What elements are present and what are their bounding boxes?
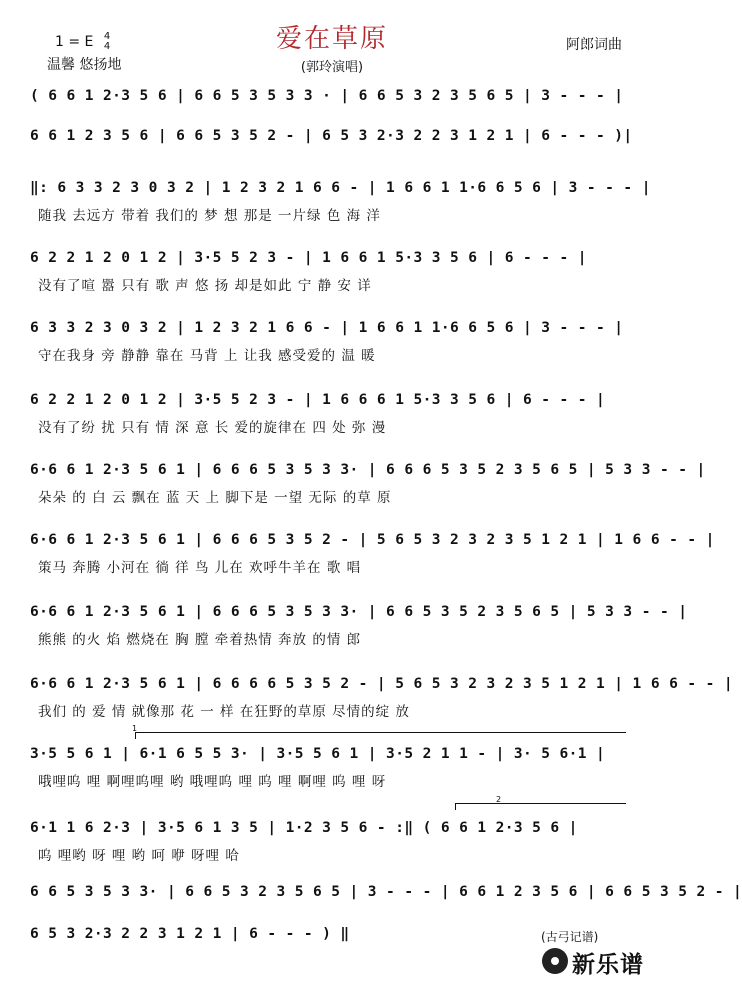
notation-line: 6 2 2 1 2 0 1 2 | 3·5 5 2 3 - | 1 6 6 1 5·3 3 5 6 | 6 - - - | — [30, 250, 587, 266]
lyric-line: 呜 哩哟 呀 哩 哟 呵 咿 呀哩 哈 — [38, 848, 240, 864]
notation-line: 6 2 2 1 2 0 1 2 | 3·5 5 2 3 - | 1 6 6 6 1 5·3 3 5 6 | 6 - - - | — [30, 392, 606, 408]
lyric-line: 熊熊 的火 焰 燃烧在 胸 膛 牵着热情 奔放 的情 郎 — [38, 632, 362, 648]
notation-line: ( 6 6 1 2·3 5 6 | 6 6 5 3 5 3 3 · | 6 6 5 3 2 3 5 6 5 | 3 - - - | — [30, 88, 624, 104]
lyric-line: 哦哩呜 哩 啊哩呜哩 哟 哦哩呜 哩 呜 哩 啊哩 呜 哩 呀 — [38, 774, 387, 790]
singer-credit: (郭玲演唱) — [300, 60, 364, 75]
score-row — [0, 320, 664, 390]
lyric-line: 守在我身 旁 静静 靠在 马背 上 让我 感受爱的 温 暖 — [38, 348, 376, 364]
notation-line: 6·1 1 6 2·3 | 3·5 6 1 3 5 | 1·2 3 5 6 - :‖ ( 6 6 1 2·3 5 6 | — [30, 820, 578, 836]
score-row — [0, 250, 664, 320]
lyric-line: 我们 的 爱 情 就像那 花 一 样 在狂野的草原 尽情的绽 放 — [38, 704, 410, 720]
score-row — [0, 820, 664, 890]
lyric-line: 没有了喧 嚣 只有 歌 声 悠 扬 却是如此 宁 静 安 详 — [38, 278, 372, 294]
time-top: 4 — [103, 31, 111, 42]
tempo-style: 温馨 悠扬地 — [47, 57, 122, 73]
composer-credit: 阿郎词曲 — [566, 37, 622, 53]
time-signature — [104, 32, 110, 52]
volta-bracket-2: 2 — [455, 803, 626, 810]
lyric-line: 没有了纷 扰 只有 情 深 意 长 爱的旋律在 四 处 弥 漫 — [38, 420, 387, 436]
key-label: 1 = E — [55, 34, 94, 50]
record-disc-icon — [542, 948, 568, 974]
transcriber-credit: (古弓记谱) — [541, 930, 599, 944]
score-row — [0, 392, 664, 462]
notation-line: 6 5 3 2·3 2 2 3 1 2 1 | 6 - - - ) ‖ — [30, 926, 350, 942]
notation-line: 6·6 6 1 2·3 5 6 1 | 6 6 6 5 3 5 2 - | 5 6 5 3 2 3 2 3 5 1 2 1 | 1 6 6 - - | — [30, 532, 715, 548]
volta-bracket-1: 1 — [135, 732, 626, 739]
lyric-line: 朵朵 的 白 云 飘在 蓝 天 上 脚下是 一望 无际 的草 原 — [38, 490, 392, 506]
key-signature — [55, 32, 110, 52]
notation-line: 6 3 3 2 3 0 3 2 | 1 2 3 2 1 6 6 - | 1 6 6 1 1·6 6 5 6 | 3 - - - | — [30, 320, 624, 336]
score-row — [0, 604, 688, 674]
notation-line: 6 6 5 3 5 3 3· | 6 6 5 3 2 3 5 6 5 | 3 - - - | 6 6 1 2 3 5 6 | 6 6 5 3 5 2 - | — [30, 884, 742, 900]
score-row — [0, 462, 706, 532]
lyric-line: 随我 去远方 带着 我们的 梦 想 那是 一片绿 色 海 洋 — [38, 208, 381, 224]
notation-line: ‖: 6 3 3 2 3 0 3 2 | 1 2 3 2 1 6 6 - | 1 6 6 1 1·6 6 5 6 | 3 - - - | — [30, 180, 651, 196]
notation-line: 6·6 6 1 2·3 5 6 1 | 6 6 6 5 3 5 3 3· | 6 6 5 3 5 2 3 5 6 5 | 5 3 3 - - | — [30, 604, 688, 620]
time-bottom: 4 — [103, 41, 111, 52]
notation-line: 6·6 6 1 2·3 5 6 1 | 6 6 6 6 5 3 5 2 - | 5 6 5 3 2 3 2 3 5 1 2 1 | 1 6 6 - - | — [30, 676, 733, 692]
notation-line: 3·5 5 6 1 | 6·1 6 5 5 3· | 3·5 5 6 1 | 3·5 2 1 1 - | 3· 5 6·1 | — [30, 746, 606, 762]
logo-text: 新乐谱 — [572, 952, 644, 978]
song-title: 爱在草原 — [275, 24, 388, 54]
score-row — [0, 532, 715, 602]
notation-line: 6 6 1 2 3 5 6 | 6 6 5 3 5 2 - | 6 5 3 2·3 2 2 3 1 2 1 | 6 - - - )| — [30, 128, 633, 144]
lyric-line: 策马 奔腾 小河在 徜 徉 鸟 儿在 欢呼牛羊在 歌 唱 — [38, 560, 362, 576]
score-row — [0, 180, 664, 250]
notation-line: 6·6 6 1 2·3 5 6 1 | 6 6 6 5 3 5 3 3· | 6 6 6 5 3 5 2 3 5 6 5 | 5 3 3 - - | — [30, 462, 706, 478]
